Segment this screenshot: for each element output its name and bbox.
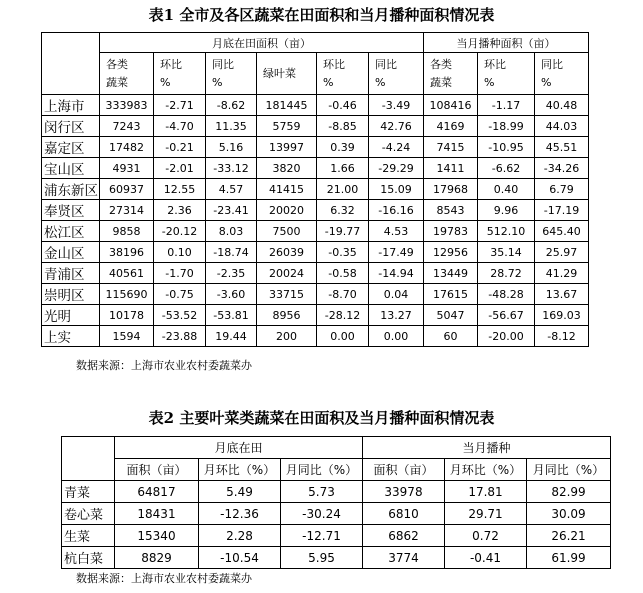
table1-cell: -56.67	[478, 305, 535, 326]
table2-cell: 30.09	[527, 503, 611, 525]
table-row	[42, 200, 589, 221]
table2-sub-header: 月同比（%）	[281, 459, 363, 481]
table1-cell: 26039	[257, 242, 317, 263]
table2-cell: 64817	[115, 481, 199, 503]
table1-cell: -2.35	[206, 263, 257, 284]
table-row	[42, 284, 589, 305]
table1-cell: -18.74	[206, 242, 257, 263]
table1-cell: 8543	[424, 200, 478, 221]
table1-cell: 12.55	[154, 179, 206, 200]
table1-cell: 17968	[424, 179, 478, 200]
table2-cell: 15340	[115, 525, 199, 547]
table1-sub-header: 环比 %	[154, 53, 206, 95]
table1-cell: 13.27	[369, 305, 424, 326]
table1-cell: -0.58	[317, 263, 369, 284]
table2-cell: 2.28	[199, 525, 281, 547]
table1-cell: 333983	[100, 95, 154, 116]
table2-row-name: 青菜	[62, 481, 115, 503]
table2-corner-cell	[62, 437, 115, 481]
table1-cell: 5759	[257, 116, 317, 137]
table1-cell: 40561	[100, 263, 154, 284]
table1-cell: -6.62	[478, 158, 535, 179]
table2-sub-header: 月环比（%）	[445, 459, 527, 481]
table1-cell: 13997	[257, 137, 317, 158]
table1-cell: 45.51	[535, 137, 589, 158]
table1-sub-header: 同比 %	[369, 53, 424, 95]
table1-sub-header: 环比 %	[478, 53, 535, 95]
table1-cell: 7500	[257, 221, 317, 242]
table2-sub-header: 月环比（%）	[199, 459, 281, 481]
table1-cell: 60937	[100, 179, 154, 200]
table1-cell: -53.81	[206, 305, 257, 326]
table1-cell: -14.94	[369, 263, 424, 284]
table1-cell: 4.53	[369, 221, 424, 242]
table2-group-header-row	[62, 437, 611, 459]
table-row	[42, 95, 589, 116]
table1-cell: 4169	[424, 116, 478, 137]
table1-cell: -20.12	[154, 221, 206, 242]
table2-source-note: 数据来源：上海市农业农村委蔬菜办	[76, 572, 252, 585]
table1-cell: 41415	[257, 179, 317, 200]
table2-cell: -12.71	[281, 525, 363, 547]
table2-cell: -10.54	[199, 547, 281, 569]
table-row	[42, 158, 589, 179]
table1-row-name: 嘉定区	[42, 137, 100, 158]
table2	[61, 436, 611, 569]
table2-title: 表2 主要叶菜类蔬菜在田面积及当月播种面积情况表	[148, 409, 495, 427]
table1-cell: 10178	[100, 305, 154, 326]
table1-cell: 44.03	[535, 116, 589, 137]
table1-cell: -17.19	[535, 200, 589, 221]
table1-cell: 21.00	[317, 179, 369, 200]
table2-cell: 82.99	[527, 481, 611, 503]
table1-cell: 5.16	[206, 137, 257, 158]
table1-cell: 2.36	[154, 200, 206, 221]
table-row	[42, 305, 589, 326]
table1-cell: 19.44	[206, 326, 257, 347]
table2-cell: 3774	[363, 547, 445, 569]
table1-cell: 0.00	[369, 326, 424, 347]
table1-sub-header: 绿叶菜	[257, 53, 317, 95]
table1-cell: 28.72	[478, 263, 535, 284]
table-row	[42, 221, 589, 242]
table2-sub-header: 月同比（%）	[527, 459, 611, 481]
table1-cell: 20020	[257, 200, 317, 221]
table-row	[62, 525, 611, 547]
table1-cell: -2.01	[154, 158, 206, 179]
table1-row-name: 青浦区	[42, 263, 100, 284]
table2-cell: 8829	[115, 547, 199, 569]
table1-cell: -1.70	[154, 263, 206, 284]
table1-cell: 9858	[100, 221, 154, 242]
table1-cell: 6.79	[535, 179, 589, 200]
table1-title: 表1 全市及各区蔬菜在田面积和当月播种面积情况表	[148, 6, 495, 24]
table1-cell: 13449	[424, 263, 478, 284]
table1-cell: 7415	[424, 137, 478, 158]
table1-group-in-field: 月底在田面积（亩）	[100, 33, 424, 53]
table1-row-name: 奉贤区	[42, 200, 100, 221]
table1-cell: 0.40	[478, 179, 535, 200]
table1-corner-cell	[42, 33, 100, 95]
table1-row-name: 闵行区	[42, 116, 100, 137]
table1-cell: 12956	[424, 242, 478, 263]
table1-row-name: 上海市	[42, 95, 100, 116]
table1-cell: 17615	[424, 284, 478, 305]
table1-cell: -8.70	[317, 284, 369, 305]
table-row	[42, 116, 589, 137]
table1-cell: -48.28	[478, 284, 535, 305]
table1-cell: -19.77	[317, 221, 369, 242]
table-row	[42, 137, 589, 158]
table1-cell: 0.00	[317, 326, 369, 347]
table1-cell: -8.85	[317, 116, 369, 137]
table1-cell: 0.39	[317, 137, 369, 158]
table2-sub-header: 面积（亩）	[363, 459, 445, 481]
table1-cell: 25.97	[535, 242, 589, 263]
table1-cell: 60	[424, 326, 478, 347]
table2-group-sown: 当月播种	[363, 437, 611, 459]
table1-sub-header: 环比 %	[317, 53, 369, 95]
table1-cell: 0.04	[369, 284, 424, 305]
table1-cell: -23.88	[154, 326, 206, 347]
table2-cell: 5.73	[281, 481, 363, 503]
table2-cell: 33978	[363, 481, 445, 503]
table1-cell: 115690	[100, 284, 154, 305]
table1-cell: -2.71	[154, 95, 206, 116]
table1	[41, 32, 589, 347]
table1-cell: 7243	[100, 116, 154, 137]
table1-cell: 512.10	[478, 221, 535, 242]
table2-group-in-field: 月底在田	[115, 437, 363, 459]
table2-cell: 18431	[115, 503, 199, 525]
table2-cell: 61.99	[527, 547, 611, 569]
table1-cell: 41.29	[535, 263, 589, 284]
table1-sub-header: 各类 蔬菜	[100, 53, 154, 95]
table1-sub-header: 同比 %	[535, 53, 589, 95]
table1-cell: 42.76	[369, 116, 424, 137]
table1-cell: 4.57	[206, 179, 257, 200]
table2-body	[62, 481, 611, 569]
table1-row-name: 浦东新区	[42, 179, 100, 200]
table2-cell: 5.95	[281, 547, 363, 569]
table1-cell: 0.10	[154, 242, 206, 263]
table1-row-name: 宝山区	[42, 158, 100, 179]
table1-cell: -33.12	[206, 158, 257, 179]
table1-cell: 33715	[257, 284, 317, 305]
table1-cell: 15.09	[369, 179, 424, 200]
table1-cell: 9.96	[478, 200, 535, 221]
table2-cell: 17.81	[445, 481, 527, 503]
table2-row-name: 生菜	[62, 525, 115, 547]
table1-cell: -16.16	[369, 200, 424, 221]
table1-cell: -3.49	[369, 95, 424, 116]
table1-cell: 35.14	[478, 242, 535, 263]
table-row	[62, 481, 611, 503]
table1-cell: 19783	[424, 221, 478, 242]
table1-cell: -8.62	[206, 95, 257, 116]
table1-cell: -0.21	[154, 137, 206, 158]
table2-row-name: 卷心菜	[62, 503, 115, 525]
table1-cell: -18.99	[478, 116, 535, 137]
table1-row-name: 金山区	[42, 242, 100, 263]
table1-cell: 4931	[100, 158, 154, 179]
table2-cell: -30.24	[281, 503, 363, 525]
table1-cell: 181445	[257, 95, 317, 116]
table1-sub-header: 同比 %	[206, 53, 257, 95]
table2-cell: 0.72	[445, 525, 527, 547]
table1-sub-header: 各类 蔬菜	[424, 53, 478, 95]
table1-cell: 13.67	[535, 284, 589, 305]
table1-sub-header-row	[42, 53, 589, 95]
table1-cell: 1411	[424, 158, 478, 179]
table1-cell: 200	[257, 326, 317, 347]
table2-cell: 6862	[363, 525, 445, 547]
table-row	[42, 242, 589, 263]
table1-cell: -28.12	[317, 305, 369, 326]
table1-cell: 1.66	[317, 158, 369, 179]
table1-cell: 5047	[424, 305, 478, 326]
table-row	[42, 179, 589, 200]
table1-cell: 20024	[257, 263, 317, 284]
table2-cell: 6810	[363, 503, 445, 525]
table1-cell: 169.03	[535, 305, 589, 326]
table-row	[42, 326, 589, 347]
table1-cell: 8.03	[206, 221, 257, 242]
table1-cell: -8.12	[535, 326, 589, 347]
table2-cell: 5.49	[199, 481, 281, 503]
table1-cell: -20.00	[478, 326, 535, 347]
table1-cell: 8956	[257, 305, 317, 326]
table1-source-note: 数据来源：上海市农业农村委蔬菜办	[76, 359, 252, 372]
table1-body	[42, 95, 589, 347]
table1-cell: -4.70	[154, 116, 206, 137]
table1-cell: -34.26	[535, 158, 589, 179]
table1-cell: 3820	[257, 158, 317, 179]
table1-cell: -3.60	[206, 284, 257, 305]
table1-cell: -23.41	[206, 200, 257, 221]
table2-sub-header-row	[62, 459, 611, 481]
table1-cell: 645.40	[535, 221, 589, 242]
table1-cell: -4.24	[369, 137, 424, 158]
table1-cell: -29.29	[369, 158, 424, 179]
table1-cell: -17.49	[369, 242, 424, 263]
table1-cell: -0.35	[317, 242, 369, 263]
table2-cell: 29.71	[445, 503, 527, 525]
table1-cell: 11.35	[206, 116, 257, 137]
table1-row-name: 松江区	[42, 221, 100, 242]
table1-group-sown: 当月播种面积（亩）	[424, 33, 589, 53]
table1-cell: -53.52	[154, 305, 206, 326]
table1-cell: 6.32	[317, 200, 369, 221]
table2-cell: 26.21	[527, 525, 611, 547]
table1-cell: 1594	[100, 326, 154, 347]
table2-cell: -0.41	[445, 547, 527, 569]
table2-cell: -12.36	[199, 503, 281, 525]
table1-cell: -1.17	[478, 95, 535, 116]
table1-row-name: 光明	[42, 305, 100, 326]
table1-row-name: 崇明区	[42, 284, 100, 305]
table2-sub-header: 面积（亩）	[115, 459, 199, 481]
table1-cell: 17482	[100, 137, 154, 158]
table1-cell: 27314	[100, 200, 154, 221]
table1-cell: -10.95	[478, 137, 535, 158]
table1-group-header-row	[42, 33, 589, 53]
table1-row-name: 上实	[42, 326, 100, 347]
table2-row-name: 杭白菜	[62, 547, 115, 569]
table1-cell: -0.75	[154, 284, 206, 305]
table-row	[62, 503, 611, 525]
table1-cell: 108416	[424, 95, 478, 116]
table1-cell: 38196	[100, 242, 154, 263]
table-row	[62, 547, 611, 569]
table-row	[42, 263, 589, 284]
table1-cell: -0.46	[317, 95, 369, 116]
table1-cell: 40.48	[535, 95, 589, 116]
